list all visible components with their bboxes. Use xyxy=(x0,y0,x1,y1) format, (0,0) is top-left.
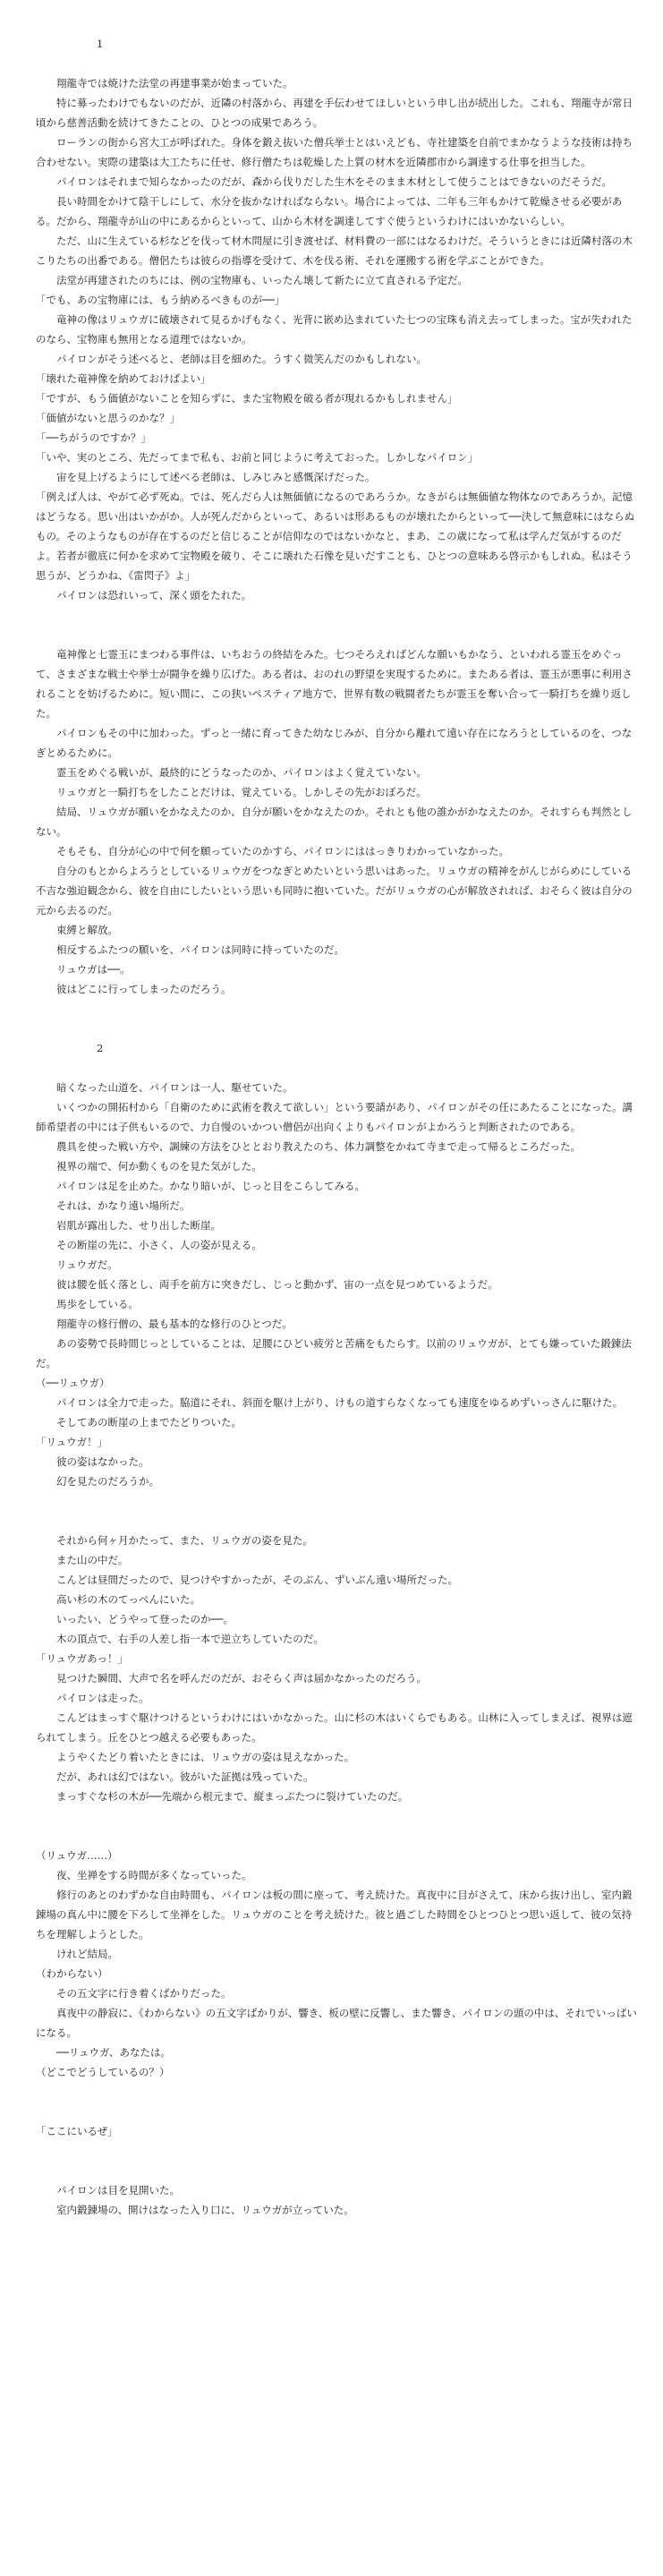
dialogue-line: 「ですが、もう価値がないことを知らずに、また宝物殿を破る者が現れるかもしれません」 xyxy=(36,392,458,405)
section-number: 2 xyxy=(97,1042,104,1054)
paragraph: パイロンはそれまで知らなかったのだが、森から伐りだした生木をそのまま木材として使うことはできないのだそうだ。 xyxy=(46,175,612,188)
paragraph: パイロンは走った。 xyxy=(46,1692,149,1704)
paragraph: まっすぐな杉の木が──先端から根元まで、縦まっぷたつに裂けていたのだ。 xyxy=(46,1790,409,1803)
paragraph: パイロンは恐れいって、深く頭をたれた。 xyxy=(46,589,252,601)
paragraph: それから何ヶ月かたって、また、リュウガの姿を見た。 xyxy=(46,1534,313,1547)
paragraph: 真夜中の静寂に、《わからない》の五文字ばかりが、響き、板の壁に反響し、また響き、パイロンの頭の中は、それでいっぱいになる。 xyxy=(36,2007,637,2039)
paragraph: いったい、どうやって登ったのか──。 xyxy=(46,1613,234,1625)
paragraph: 霊玉をめぐる戦いが、最終的にどうなったのか、パイロンはよく覚えていない。 xyxy=(46,766,427,779)
paragraph: 宙を見上げるようにして述べる老師は、しみじみと感慨深げだった。 xyxy=(46,471,376,483)
paragraph: 幻を見たのだろうか。 xyxy=(46,1475,159,1488)
paragraph: こんどは昼間だったので、見つけやすかったが、そのぶん、ずいぶん遠い場所だった。 xyxy=(46,1574,458,1586)
dialogue-line: （どこでどうしているの？） xyxy=(36,2066,170,2078)
paragraph: 農具を使った戦い方や、調練の方法をひととおり教えたのち、体力調整をかねて寺まで走って帰るところだった。 xyxy=(46,1140,581,1153)
section-1-body-a xyxy=(36,73,640,605)
paragraph: それは、かなり遠い場所だ。 xyxy=(46,1199,191,1212)
section-number: 1 xyxy=(97,38,104,50)
paragraph: ようやくたどり着いたときには、リュウガの姿は見えなかった。 xyxy=(46,1751,355,1763)
paragraph: こんどはまっすぐ駆けつけるというわけにはいかなかった。山に杉の木はいくらでもある。山林に入ってしまえば、視界は遮られてしまう。丘をひとつ越える必要もあった。 xyxy=(36,1711,633,1744)
dialogue-line: 「いや、実のところ、先だってまで私も、お前と同じように考えておった。しかしなパイロン」 xyxy=(36,451,479,464)
paragraph: 見つけた瞬間、大声で名を呼んだのだが、おそらく声は届かなかったのだろう。 xyxy=(46,1672,427,1685)
paragraph: 木の頂点で、右手の人差し指一本で逆立ちしていたのだ。 xyxy=(46,1633,324,1645)
paragraph: 視界の端で、何か動くものを見た気がした。 xyxy=(46,1160,262,1173)
paragraph: パイロンもその中に加わった。ずっと一緒に育ってきた幼なじみが、自分から離れて遠い存在になろうとしているのを、つなぎとめるために。 xyxy=(36,727,633,759)
section-2-body-d xyxy=(36,2121,640,2141)
dialogue-line: （リュウガ……） xyxy=(36,1849,118,1862)
paragraph: リュウガだ。 xyxy=(46,1258,118,1271)
paragraph: 竜神像と七霊玉にまつわる事件は、いちおうの終結をみた。七つそろえればどんな願いもかなう、といわれる霊玉をめぐって、さまざまな戦士や挙士が闘争を繰り広げた。ある者は、おのれの野望を実現するために。またある者は、霊玉が悪事に利用されることを妨げるために。短い間に、この狭いペスティア地方で、世界有数の戦闘者たちが霊玉を奪い合って一騎打ちを繰り返した。 xyxy=(36,648,633,720)
paragraph: 竜神の像はリュウガに破壊されて見るかげもなく、光背に嵌め込まれていた七つの宝珠も消え去ってしまった。宝が失われたのなら、宝物庫も無用となる道理ではないか。 xyxy=(36,313,633,345)
paragraph: パイロンは全力で走った。脇道にそれ、斜面を駆け上がり、けもの道すらなくなっても速度をゆるめずいっさんに駆けた。 xyxy=(46,1396,624,1409)
dialogue-line: 「でも、あの宝物庫には、もう納めるべきものが──」 xyxy=(36,294,285,306)
section-1-body-b xyxy=(36,644,640,999)
paragraph: 高い杉の木のてっぺんにいた。 xyxy=(46,1593,200,1606)
paragraph: ただ、山に生えている杉などを伐って材木問屋に引き渡せば、材料費の一部にはなるわけだ。そういうときには近隣村落の木こりたちの出番である。僧侶たちは彼らの指導を受けて、木を伐る術、それを運搬する術を学ぶことができた。 xyxy=(36,235,633,267)
paragraph: 結局、リュウガが願いをかなえたのか、自分が願いをかなえたのか。それとも他の誰かがかなえたのか。それすらも判然としない。 xyxy=(36,806,633,838)
dialogue-line: 「ここにいるぜ」 xyxy=(36,2125,118,2137)
paragraph: ローランの街から宮大工が呼ばれた。身体を鍛え抜いた僧兵挙士とはいえども、寺社建築を自前でまかなうような技術は持ち合わせない。実際の建築は大工たちに任せ、修行僧たちは乾燥した上質の材木を近隣郡市から調達する仕事を担当した。 xyxy=(36,136,633,168)
paragraph: 修行のあとのわずかな自由時間も、パイロンは板の間に座って、考え続けた。真夜中に目がさえて、床から抜け出し、室内鍛錬場の真ん中に腰を下ろして坐禅をした。リュウガのことを考え続けた。彼と過ごした時間をひとつひとつ思い返して、彼の気持ちを理解しようとした。 xyxy=(36,1889,633,1941)
paragraph: また山の中だ。 xyxy=(46,1554,129,1566)
paragraph: 長い時間をかけて陰干しにして、水分を抜かなければならない。場合によっては、二年も三年もかけて乾燥させる必要がある。だから、翔龍寺が山の中にあるからといって、山から木材を調達してすぐ使うというわけにはいかないらしい。 xyxy=(36,195,623,227)
paragraph: そしてあの断崖の上までたどりついた。 xyxy=(46,1416,242,1429)
section-2-body-b xyxy=(36,1531,640,1806)
paragraph: 彼は腰を低く落とし、両手を前方に突きだし、じっと動かず、宙の一点を見つめているようだ。 xyxy=(46,1278,498,1291)
paragraph: いくつかの開拓村から「自衛のために武術を教えて欲しい」という要請があり、パイロンがその任にあたることになった。講師希望者の中には子供もいるので、力自慢のいかつい僧侶が出向くよりもパイロンがよかろうと判断されたのである。 xyxy=(36,1101,633,1133)
paragraph: パイロンは目を見開いた。 xyxy=(46,2184,180,2196)
dialogue-line: 「例えば人は、やがて必ず死ぬ。では、死んだら人は無価値になるのであろうか。なきがらは無価値な物体なのであろうか。記憶はどうなる。思い出はいかがか。人が死んだからといって、あるいは形あるものが壊れたからといって──決して無意味にはならぬもの。そのようなものが存在するのだと信じることが信仰なのではないかなと、まあ、この歳になって私は学んだ気がするのだよ。若者が徹底に何かを求めて宝物殿を破り、そこに壊れた石像を見いだすことも、ひとつの意味ある啓示かもしれぬ。私はそう思うが、どうかね、《雷閃子》よ」 xyxy=(36,490,635,582)
paragraph: 室内鍛錬場の、開けはなった入り口に、リュウガが立っていた。 xyxy=(46,2204,354,2216)
paragraph: その五文字に行き着くばかりだった。 xyxy=(46,1987,232,2000)
paragraph: パイロンがそう述べると、老師は目を細めた。うすく微笑んだのかもしれない。 xyxy=(46,353,427,365)
dialogue-line: 「壊れた竜神像を納めておけばよい」 xyxy=(36,372,211,385)
paragraph: 馬歩をしている。 xyxy=(46,1298,139,1310)
dialogue-line: （──リュウガ） xyxy=(36,1377,110,1389)
section-2-body-e xyxy=(36,2180,640,2220)
paragraph: 束縛と解放。 xyxy=(46,924,118,936)
dialogue-line: 「価値がないと思うのかな？」 xyxy=(36,412,180,424)
paragraph: リュウガと一騎打ちをしたことだけは、覚えている。しかしその先がおぼろだ。 xyxy=(46,786,427,798)
paragraph: リュウガは──。 xyxy=(46,963,131,976)
paragraph: ──リュウガ、あなたは。 xyxy=(46,2046,172,2059)
paragraph: パイロンは足を止めた。かなり暗いが、じっと目をこらしてみる。 xyxy=(46,1180,365,1192)
section-2-body-a xyxy=(36,1078,640,1491)
dialogue-line: 「リュウガあっ！」 xyxy=(36,1652,129,1665)
paragraph: 法堂が再建されたのちには、例の宝物庫も、いったん壊して新たに立て直される予定だ。 xyxy=(46,274,468,286)
section-2-body-c xyxy=(36,1846,640,2082)
paragraph: 特に募ったわけでもないのだが、近隣の村落から、再建を手伝わせてほしいという申し出が続出した。これも、翔龍寺が常日頃から慈善活動を続けてきたことの、ひとつの成果であろう。 xyxy=(36,97,633,129)
dialogue-line: 「リュウガ！」 xyxy=(36,1436,108,1448)
paragraph: 翔龍寺の修行僧の、最も基本的な修行のひとつだ。 xyxy=(46,1318,293,1330)
paragraph: 夜、坐禅をする時間が多くなっていった。 xyxy=(46,1869,252,1881)
paragraph: だが、あれは幻ではない。彼がいた証拠は残っていた。 xyxy=(46,1770,314,1783)
paragraph: 自分のもとからよろうとしているリュウガをつなぎとめたいという思いはあった。リュウガの精神をがんじがらめにしている不吉な強迫観念から、彼を自由にしたいという思いも同時に抱いていた。だがリュウガの心が解放されれば、おそらく彼は自分の元から去るのだ。 xyxy=(36,865,633,917)
paragraph: 岩肌が露出した、せり出した断崖。 xyxy=(46,1219,221,1232)
dialogue-line: （わからない） xyxy=(36,1967,108,1980)
paragraph: そもそも、自分が心の中で何を願っていたのかすら、パイロンにははっきりわかっていなかった。 xyxy=(46,845,509,857)
paragraph: あの姿勢で長時間じっとしていることは、足腰にひどい疲労と苦痛をもたらす。以前のリュウガが、とても嫌っていた鍛錬法だ。 xyxy=(36,1337,632,1369)
dialogue-line: 「──ちがうのですか？」 xyxy=(36,431,151,444)
paragraph: その断崖の先に、小さく、人の姿が見える。 xyxy=(46,1239,262,1251)
paragraph: 相反するふたつの願いを、パイロンは同時に持っていたのだ。 xyxy=(46,943,344,956)
paragraph: 翔龍寺では焼けた法堂の再建事業が始まっていた。 xyxy=(46,77,293,90)
paragraph: けれど結局。 xyxy=(46,1948,118,1960)
paragraph: 彼の姿はなかった。 xyxy=(46,1455,149,1468)
paragraph: 彼はどこに行ってしまったのだろう。 xyxy=(46,983,232,995)
paragraph: 暗くなった山道を、パイロンは一人、駆せていた。 xyxy=(46,1081,293,1094)
